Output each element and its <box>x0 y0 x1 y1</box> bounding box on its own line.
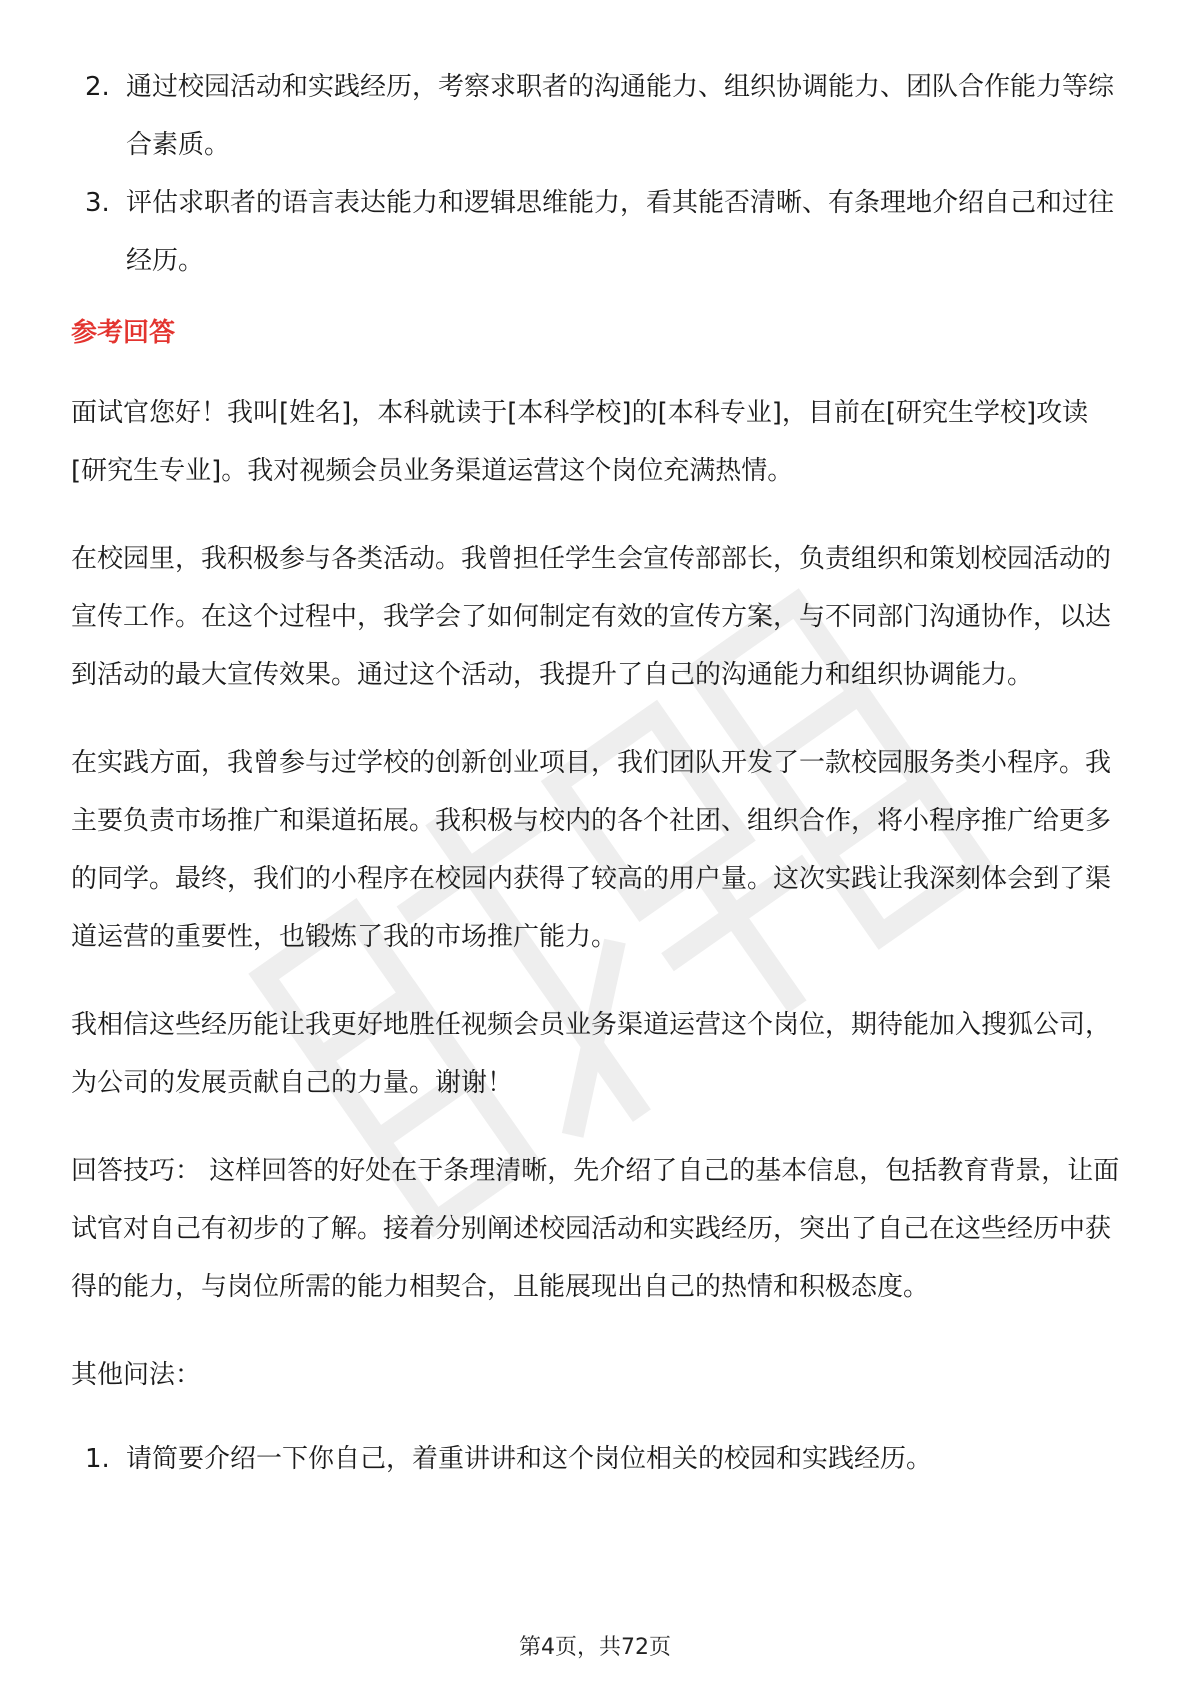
other-questions-list <box>71 1430 1121 1488</box>
list-number: 2. <box>85 72 110 102</box>
main-content <box>71 58 1121 1488</box>
list-number: 1. <box>85 1444 110 1474</box>
answer-paragraph: 在校园里，我积极参与各类活动。我曾担任学生会宣传部部长，负责组织和策划校园活动的宣传工作。在这个过程中，我学会了如何制定有效的宣传方案，与不同部门沟通协作，以达到活动的最大宣传效果。通过这个活动，我提升了自己的沟通能力和组织协调能力。 <box>71 544 1112 690</box>
section-title: 参考回答 <box>71 318 176 348</box>
requirement-list <box>71 58 1121 290</box>
list-text: 评估求职者的语言表达能力和逻辑思维能力，看其能否清晰、有条理地介绍自己和过往经历。 <box>126 188 1115 276</box>
list-text: 请简要介绍一下你自己，着重讲讲和这个岗位相关的校园和实践经历。 <box>126 1444 933 1474</box>
answer-paragraph: 我相信这些经历能让我更好地胜任视频会员业务渠道运营这个岗位，期待能加入搜狐公司，为公司的发展贡献自己的力量。谢谢！ <box>71 1010 1112 1098</box>
list-number: 3. <box>85 188 110 218</box>
answer-paragraph: 面试官您好！我叫[姓名]，本科就读于[本科学校]的[本科专业]，目前在[研究生学校]攻读[研究生专业]。我对视频会员业务渠道运营这个岗位充满热情。 <box>71 398 1089 486</box>
page-footer: 第4页，共72页 <box>519 1635 671 1660</box>
list-item <box>71 58 1121 174</box>
list-text: 通过校园活动和实践经历，考察求职者的沟通能力、组织协调能力、团队合作能力等综合素质。 <box>126 72 1115 160</box>
other-questions-title: 其他问法： <box>71 1360 202 1390</box>
list-item <box>71 1430 1121 1488</box>
list-item <box>71 174 1121 290</box>
answer-tips-paragraph: 回答技巧： 这样回答的好处在于条理清晰，先介绍了自己的基本信息，包括教育背景，让面试官对自己有初步的了解。接着分别阐述校园活动和实践经历，突出了自己在这些经历中获得的能力，与岗位所需的能力相契合，且能展现出自己的热情和积极态度。 <box>71 1156 1120 1302</box>
answer-paragraph: 在实践方面，我曾参与过学校的创新创业项目，我们团队开发了一款校园服务类小程序。我主要负责市场推广和渠道拓展。我积极与校内的各个社团、组织合作，将小程序推广给更多的同学。最终，我们的小程序在校园内获得了较高的用户量。这次实践让我深刻体会到了渠道运营的重要性，也锻炼了我的市场推广能力。 <box>71 748 1112 952</box>
